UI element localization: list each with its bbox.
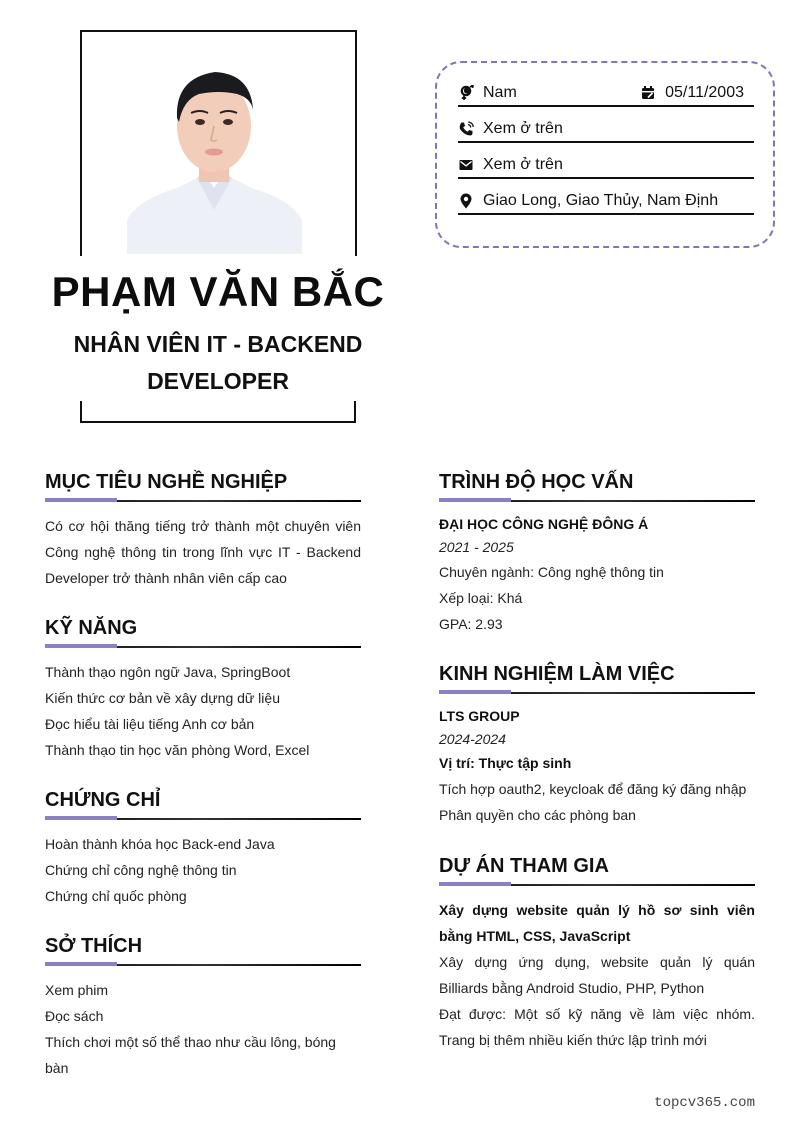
section-divider bbox=[439, 690, 755, 696]
company-name: LTS GROUP bbox=[439, 708, 520, 724]
birthday-value: 05/11/2003 bbox=[665, 84, 744, 101]
section-heading: CHỨNG CHỈ bbox=[45, 789, 161, 811]
section-heading: MỤC TIÊU NGHỀ NGHIỆP bbox=[45, 471, 288, 493]
section-divider bbox=[45, 498, 361, 504]
accent-bar bbox=[45, 644, 117, 648]
certificate-item: Hoàn thành khóa học Back-end Java bbox=[45, 836, 275, 852]
hobby-item: Xem phim bbox=[45, 982, 109, 998]
project-title: Xây dựng website quản lý hồ sơ sinh viên bằng HTML, CSS, JavaScript bbox=[439, 902, 755, 944]
section-divider bbox=[439, 498, 755, 504]
school-name: ĐẠI HỌC CÔNG NGHỆ ĐÔNG Á bbox=[439, 516, 649, 532]
candidate-name: PHẠM VĂN BẮC bbox=[51, 268, 385, 315]
education-period: 2021 - 2025 bbox=[439, 539, 514, 555]
experience-detail: Phân quyền cho các phòng ban bbox=[439, 807, 636, 823]
hobby-item: Đọc sách bbox=[45, 1008, 104, 1024]
map-pin-icon bbox=[458, 193, 474, 209]
portrait-photo bbox=[127, 60, 302, 254]
name-frame-bottom bbox=[80, 401, 356, 423]
section-projects bbox=[439, 853, 755, 1053]
photo-frame bbox=[80, 30, 357, 256]
section-divider bbox=[45, 644, 361, 650]
skill-item: Thành thạo tin học văn phòng Word, Excel bbox=[45, 742, 310, 758]
calendar-icon bbox=[640, 85, 656, 101]
contact-row-email bbox=[458, 153, 754, 179]
job-title: NHÂN VIÊN IT - BACKEND DEVELOPER bbox=[73, 331, 363, 394]
certificate-item: Chứng chỉ quốc phòng bbox=[45, 888, 187, 904]
gender-icon bbox=[458, 85, 474, 101]
phone-value: Xem ở trên bbox=[483, 120, 563, 137]
accent-bar bbox=[45, 816, 117, 820]
skill-item: Thành thạo ngôn ngữ Java, SpringBoot bbox=[45, 664, 291, 680]
section-heading: SỞ THÍCH bbox=[45, 935, 143, 957]
project-detail: Xây dựng ứng dụng, website quản lý quán Billiards bằng Android Studio, PHP, Python bbox=[439, 954, 755, 996]
education-detail: GPA: 2.93 bbox=[439, 616, 503, 632]
section-divider bbox=[439, 882, 755, 888]
certificate-item: Chứng chỉ công nghệ thông tin bbox=[45, 862, 237, 878]
education-detail: Xếp loại: Khá bbox=[439, 590, 523, 606]
objective-text: Có cơ hội thăng tiếng trở thành một chuyên viên Công nghệ thông tin trong lĩnh vực IT - Backend Developer trở thành nhân viên cấp cao bbox=[45, 518, 361, 586]
accent-bar bbox=[439, 498, 511, 502]
position: Vị trí: Thực tập sinh bbox=[439, 755, 572, 771]
section-divider bbox=[45, 962, 361, 968]
skill-item: Kiến thức cơ bản về xây dựng dữ liệu bbox=[45, 690, 280, 706]
address-value: Giao Long, Giao Thủy, Nam Định bbox=[483, 192, 719, 209]
section-work-experience bbox=[439, 661, 755, 828]
skill-item: Đọc hiểu tài liệu tiếng Anh cơ bản bbox=[45, 716, 255, 732]
accent-bar bbox=[439, 690, 511, 694]
envelope-icon bbox=[458, 157, 474, 173]
section-education bbox=[439, 469, 755, 637]
section-heading: KỸ NĂNG bbox=[45, 617, 138, 639]
contact-info-box bbox=[435, 61, 775, 248]
education-detail: Chuyên ngành: Công nghệ thông tin bbox=[439, 564, 664, 580]
project-detail: Đạt được: Một số kỹ năng về làm việc nhóm. Trang bị thêm nhiều kiến thức lập trình mới bbox=[439, 1006, 755, 1048]
email-value: Xem ở trên bbox=[483, 156, 563, 173]
watermark: topcv365.com bbox=[654, 1095, 755, 1111]
accent-bar bbox=[439, 882, 511, 886]
section-certificates bbox=[45, 787, 361, 909]
experience-detail: Tích hợp oauth2, keycloak để đăng ký đăng nhập bbox=[439, 781, 747, 797]
accent-bar bbox=[45, 498, 117, 502]
accent-bar bbox=[45, 962, 117, 966]
contact-row-gender-birthday bbox=[458, 81, 754, 107]
section-heading: TRÌNH ĐỘ HỌC VẤN bbox=[439, 471, 634, 493]
contact-row-address bbox=[458, 189, 754, 215]
section-heading: KINH NGHIỆM LÀM VIỆC bbox=[439, 663, 675, 685]
section-career-objective bbox=[45, 469, 361, 591]
section-skills bbox=[45, 615, 361, 763]
gender-value: Nam bbox=[483, 84, 517, 101]
section-hobbies bbox=[45, 933, 361, 1081]
contact-row-phone bbox=[458, 117, 754, 143]
experience-period: 2024-2024 bbox=[439, 731, 506, 747]
section-heading: DỰ ÁN THAM GIA bbox=[439, 855, 609, 877]
phone-icon bbox=[458, 121, 474, 137]
section-divider bbox=[45, 816, 361, 822]
hobby-item: Thích chơi một số thể thao như cầu lông, bóng bàn bbox=[45, 1034, 336, 1076]
